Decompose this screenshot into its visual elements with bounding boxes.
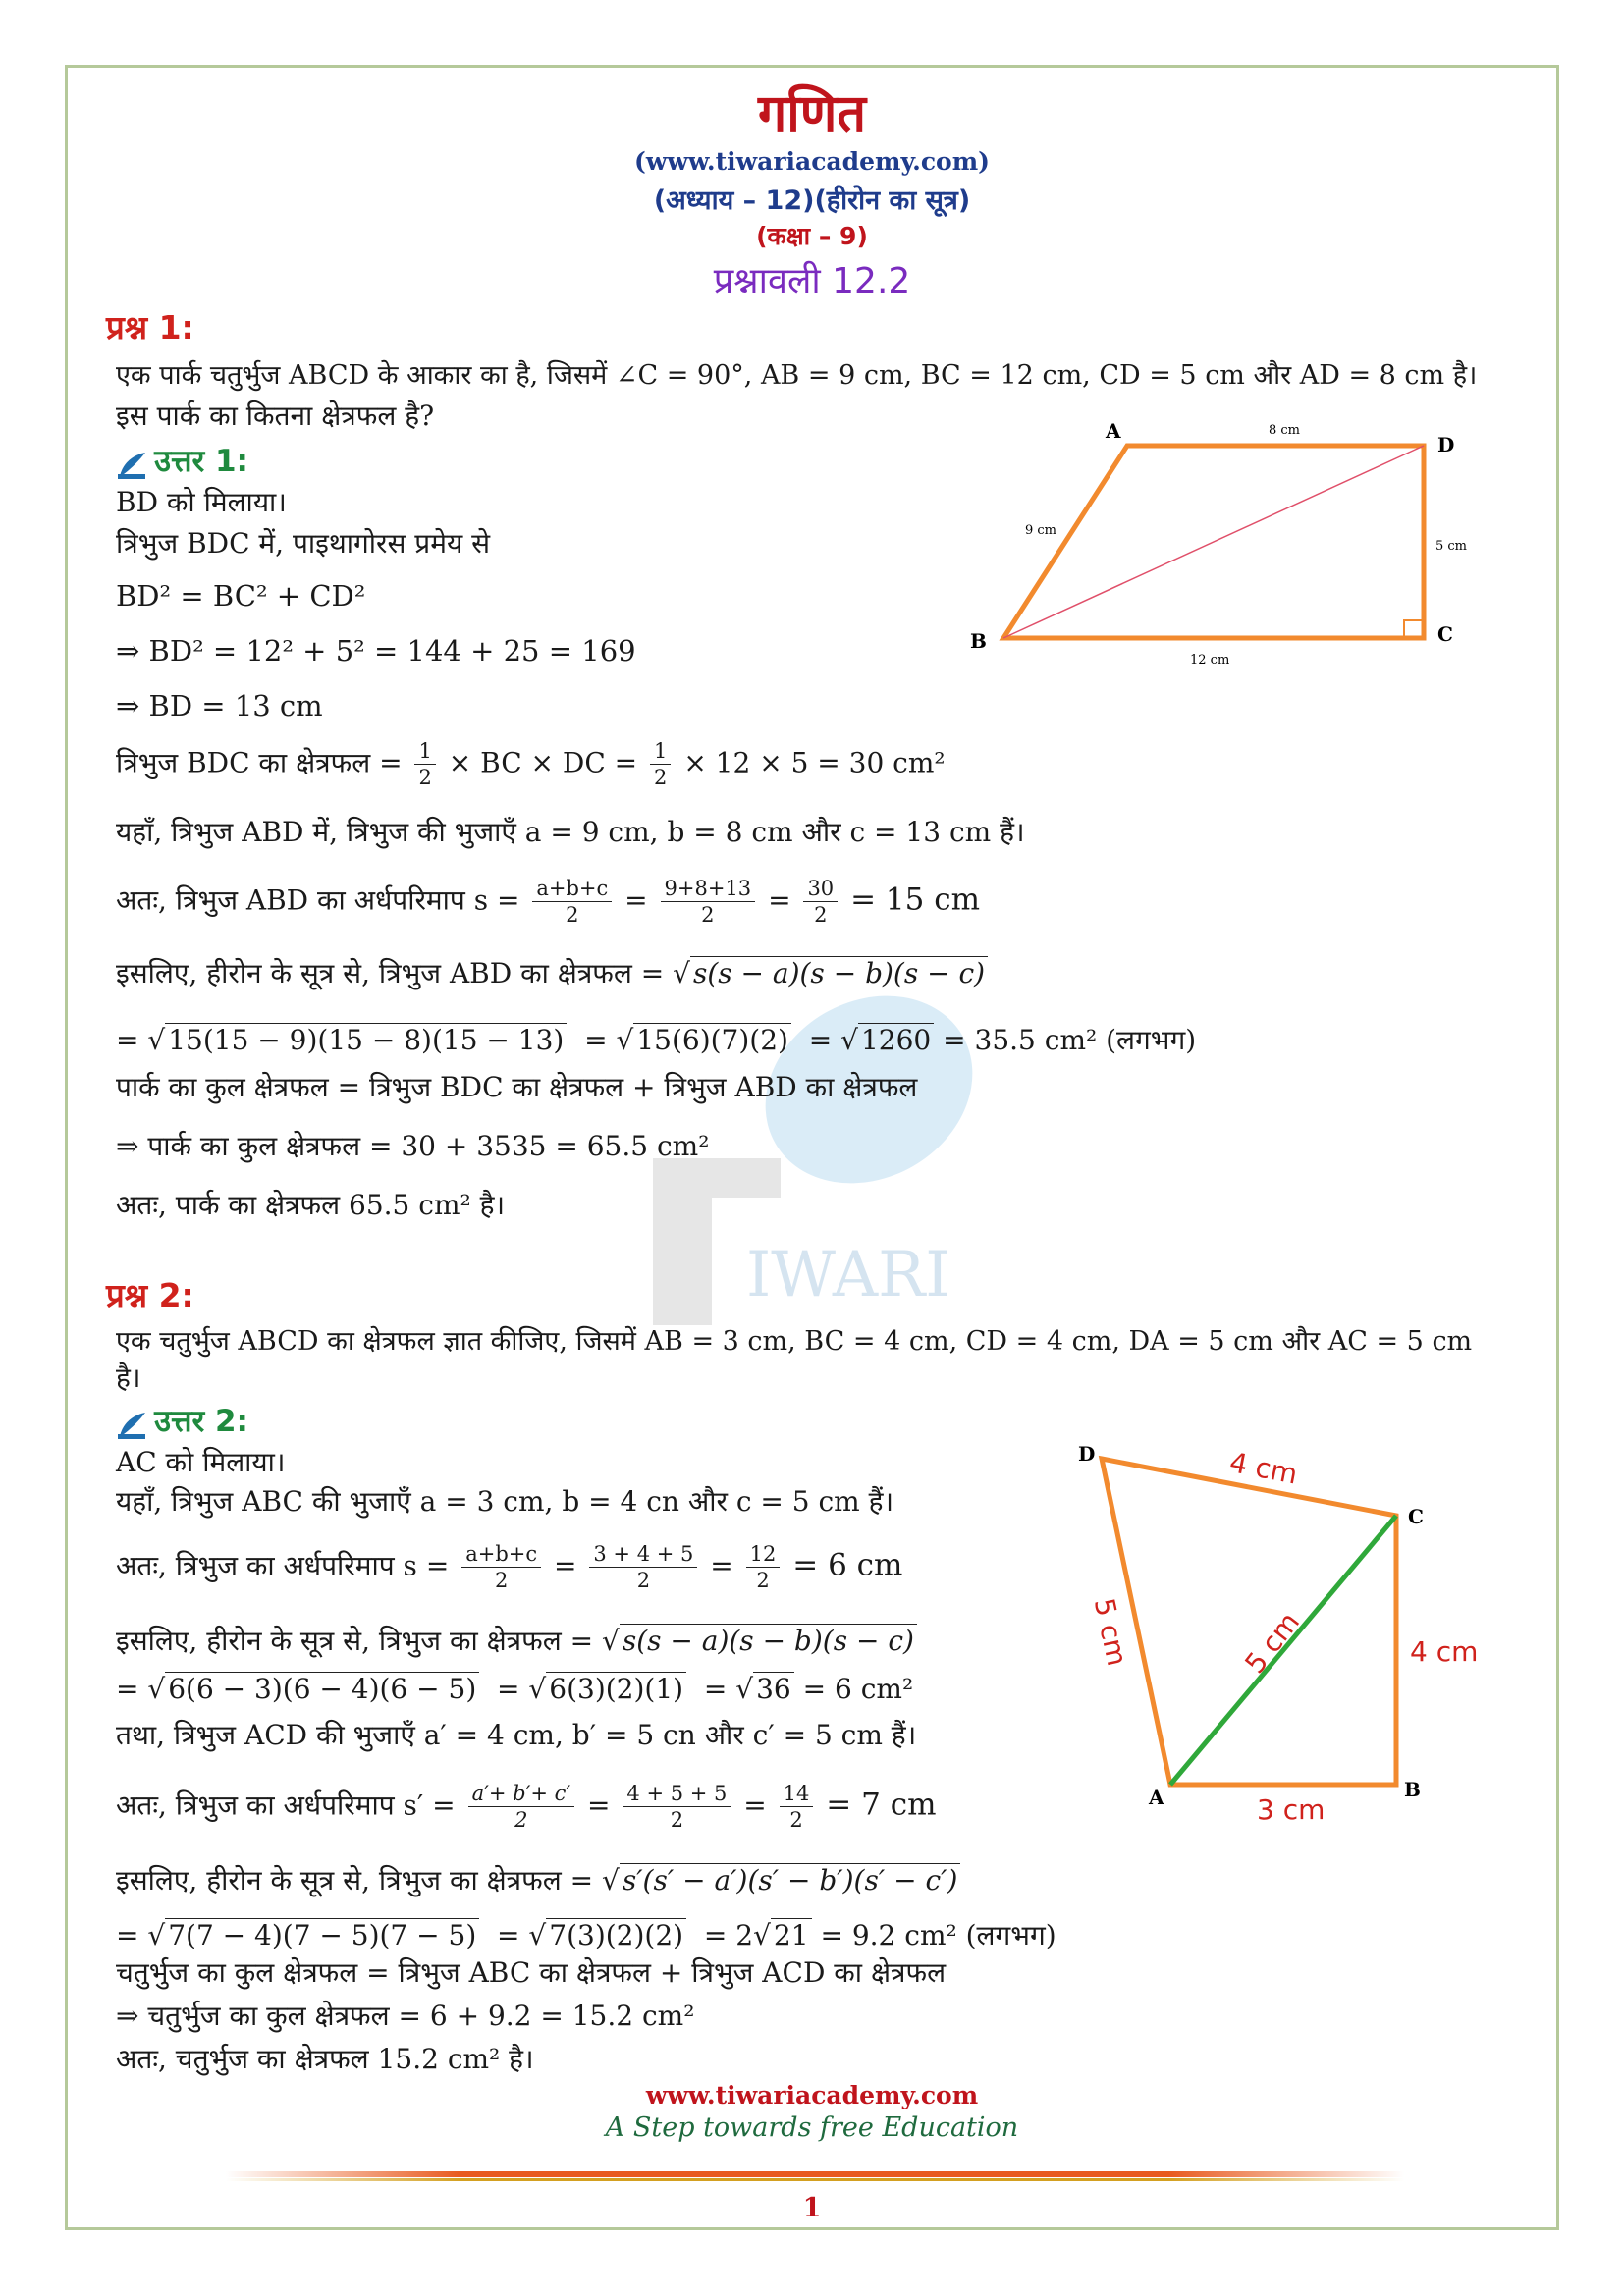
a1-l6-post: × 12 × 5 = 30 cm² (683, 746, 946, 779)
a2-line-8 (116, 1861, 960, 1898)
figure-2-quadrilateral (1060, 1433, 1512, 1836)
figure-1-trapezium (962, 412, 1473, 667)
header-website: (www.tiwariacademy.com) (633, 147, 990, 176)
radicand: 6(6 − 3)(6 − 4)(6 − 5) (165, 1672, 479, 1705)
a2-l4-pre: इसलिए, हीरोन के सूत्र से, त्रिभुज का क्षेत्रफल = (116, 1625, 594, 1657)
frac-num: a+b+c (461, 1541, 541, 1568)
radicand: 6(3)(2)(1) (546, 1672, 686, 1705)
answer-2-heading-row (116, 1400, 248, 1444)
fraction (803, 876, 838, 929)
a1-line-13: अतः, पार्क का क्षेत्रफल 65.5 cm² है। (116, 1189, 506, 1221)
pen-icon (116, 1411, 149, 1444)
a1-line-7: यहाँ, त्रिभुज ABD में, त्रिभुज की भुजाएँ a = 9 cm, b = 8 cm और c = 13 cm हैं। (116, 816, 1025, 848)
radicand: 36 (753, 1672, 794, 1705)
a1-l9-pre: इसलिए, हीरोन के सूत्र से, त्रिभुज ABD का क्षेत्रफल = (116, 957, 665, 989)
vertex-a: A (1149, 1786, 1164, 1809)
frac-num: a′+ b′+ c′ (468, 1781, 575, 1807)
fraction (468, 1781, 575, 1834)
sqrt-icon: √ (528, 1673, 547, 1705)
vertex-b: B (970, 629, 987, 653)
radicand: 21 (771, 1918, 812, 1951)
fraction (589, 1541, 697, 1594)
frac-num: 9+8+13 (661, 876, 756, 902)
a2-line-9: = √ 7(7 − 4)(7 − 5)(7 − 5) = √ 7(3)(2)(2) = 2√ 21 = 9.2 cm² (लगभग) (116, 1919, 1056, 1951)
a1-l6-pre: त्रिभुज BDC का क्षेत्रफल = (116, 746, 403, 779)
sqrt-icon: √ (673, 957, 690, 989)
sqrt-icon: √ (601, 1625, 620, 1657)
right-angle-mark (1404, 620, 1424, 638)
class-label: (कक्षा – 9) (756, 222, 868, 250)
a1-line-3: BD² = BC² + CD² (116, 579, 366, 613)
frac-num: 14 (780, 1781, 814, 1807)
a1-line-1: BD को मिलाया। (116, 486, 287, 518)
question-2-heading: प्रश्न 2: (106, 1276, 194, 1314)
a1-line-11: पार्क का कुल क्षेत्रफल = त्रिभुज BDC का क्षेत्रफल + त्रिभुज ABD का क्षेत्रफल (116, 1071, 918, 1103)
vertex-c: C (1408, 1505, 1424, 1528)
a1-line-5: ⇒ BD = 13 cm (116, 689, 323, 722)
a1-line-2: त्रिभुज BDC में, पाइथागोरस प्रमेय से (116, 527, 491, 560)
question-1-text: एक पार्क चतुर्भुज ABCD के आकार का है, जिसमें ∠C = 90°, AB = 9 cm, BC = 12 cm, CD = 5 cm और AD = 8 cm है। (116, 360, 1478, 391)
frac-den: 2 (814, 903, 828, 928)
radicand: s(s − a)(s − b)(s − c) (620, 1624, 917, 1657)
sqrt-icon: √ (147, 1024, 166, 1056)
frac-den: 2 (756, 1569, 770, 1593)
vertex-d: D (1078, 1442, 1096, 1466)
label-ac: 5 cm (1238, 1605, 1307, 1680)
a2-l7-pre: अतः, त्रिभुज का अर्धपरिमाप s′ = (116, 1789, 456, 1822)
question-1-text-2: इस पार्क का कितना क्षेत्रफल है? (116, 400, 435, 432)
footer-divider-2 (226, 2178, 1404, 2181)
frac-den: 2 (789, 1808, 803, 1833)
vertex-b: B (1404, 1778, 1421, 1801)
footer-tagline: A Step towards free Education (605, 2112, 1019, 2143)
label-da: 5 cm (1087, 1595, 1134, 1669)
fraction (461, 1541, 541, 1594)
a1-l10-post: = 35.5 cm² (लगभग) (943, 1024, 1197, 1056)
sqrt-icon: √ (528, 1919, 547, 1951)
page-title: गणित (758, 84, 866, 143)
frac-num: a+b+c (532, 876, 612, 902)
footer-divider (226, 2171, 1404, 2177)
answer-1-heading-row (116, 440, 248, 484)
vertex-d: D (1437, 433, 1455, 456)
a2-line-1: AC को मिलाया। (116, 1446, 286, 1478)
frac-num: 12 (746, 1541, 781, 1568)
sqrt-icon: √ (616, 1024, 634, 1056)
a1-line-9 (116, 954, 988, 991)
footer-website[interactable]: www.tiwariacademy.com (645, 2081, 979, 2109)
vertex-c: C (1437, 622, 1453, 646)
radicand: 1260 (858, 1023, 934, 1056)
a2-l8-pre: इसलिए, हीरोन के सूत्र से, त्रिभुज का क्षेत्रफल = (116, 1864, 594, 1896)
a2-line-12: अतः, चतुर्भुज का क्षेत्रफल 15.2 cm² है। (116, 2043, 534, 2075)
chapter-label: (अध्याय – 12)(हीरोन का सूत्र) (653, 186, 971, 216)
fraction (661, 876, 756, 929)
sqrt-icon: √ (147, 1919, 166, 1951)
a2-line-2: यहाँ, त्रिभुज ABC की भुजाएँ a = 3 cm, b = 4 cn और c = 5 cm हैं। (116, 1485, 894, 1518)
frac-den: 2 (636, 1569, 651, 1593)
a2-l7-post: = 7 cm (826, 1787, 937, 1823)
fraction (623, 1781, 731, 1834)
label-cb: 4 cm (1410, 1635, 1479, 1668)
a1-line-10: = √ 15(15 − 9)(15 − 8)(15 − 13) = √ 15(6)(7)(2) = √ 1260 = 35.5 cm² (लगभग) (116, 1024, 1197, 1056)
label-ab: 3 cm (1257, 1793, 1326, 1826)
a1-line-4: ⇒ BD² = 12² + 5² = 144 + 25 = 169 (116, 634, 636, 667)
radicand: s(s − a)(s − b)(s − c) (690, 956, 988, 989)
sqrt-icon: √ (735, 1673, 754, 1705)
fraction (746, 1541, 781, 1594)
frac-den: 2 (670, 1808, 684, 1833)
label-bc: 12 cm (1190, 653, 1230, 667)
answer-1-heading: उत्तर 1: (154, 444, 248, 479)
label-ad: 8 cm (1269, 423, 1301, 438)
radicand: 15(15 − 9)(15 − 8)(15 − 13) (165, 1023, 567, 1056)
radicand: 15(6)(7)(2) (633, 1023, 791, 1056)
a1-l8-post: = 15 cm (850, 881, 980, 918)
exercise-label: प्रश्नावली 12.2 (713, 261, 911, 301)
sqrt-icon: √ (753, 1919, 771, 1951)
figure-2-outline (1102, 1459, 1396, 1785)
fraction (532, 876, 612, 929)
a2-line-6: तथा, त्रिभुज ACD की भुजाएँ a′ = 4 cm, b′ = 5 cn और c′ = 5 cm हैं। (116, 1719, 917, 1751)
frac-den: 2 (701, 903, 715, 928)
a2-l9-post: = 9.2 cm² (लगभग) (820, 1919, 1056, 1951)
frac-num: 1 (650, 738, 671, 765)
sqrt-icon: √ (840, 1024, 858, 1056)
vertex-a: A (1106, 419, 1121, 443)
a2-line-7: अतः, त्रिभुज का अर्धपरिमाप s′ = $\frac{a'+ b'+ c'}{2}$ = $\frac{4 + 5 + 5}{2}$ = $\frac{14}{2}$ = 7 cm (116, 1782, 937, 1833)
a2-l3-pre: अतः, त्रिभुज का अर्धपरिमाप s = (116, 1549, 450, 1582)
sqrt-icon: √ (601, 1864, 620, 1896)
frac-den: 2 (566, 903, 579, 928)
a2-line-5: = √ 6(6 − 3)(6 − 4)(6 − 5) = √ 6(3)(2)(1) = √ 36 = 6 cm² (116, 1673, 914, 1705)
frac-den: 2 (654, 766, 668, 790)
label-ab: 9 cm (1025, 523, 1057, 538)
frac-den: 2 (514, 1808, 528, 1833)
sqrt-icon: √ (147, 1673, 166, 1705)
frac-num: 1 (414, 738, 435, 765)
frac-num: 30 (803, 876, 838, 902)
a1-l8-pre: अतः, त्रिभुज ABD का अर्धपरिमाप s = (116, 883, 520, 917)
a2-line-3: अतः, त्रिभुज का अर्धपरिमाप s = $\frac{a+b+c}{2}$ = $\frac{3 + 4 + 5}{2}$ = $\frac{12}{2}$ = 6 cm (116, 1542, 903, 1593)
frac-num: 3 + 4 + 5 (589, 1541, 697, 1568)
question-1-heading: प्रश्न 1: (106, 308, 194, 347)
a2-line-4 (116, 1622, 917, 1659)
a1-line-12: ⇒ पार्क का कुल क्षेत्रफल = 30 + 3535 = 65.5 cm² (116, 1130, 710, 1162)
frac-den: 2 (494, 1569, 509, 1593)
frac-den: 2 (418, 766, 432, 790)
page-number: 1 (802, 2193, 822, 2223)
radicand: s′(s′ − a′)(s′ − b′)(s′ − c′) (620, 1863, 961, 1896)
a1-l6-mid: × BC × DC = (448, 746, 638, 779)
a2-l9-mid: = 2 (703, 1919, 754, 1951)
pen-icon (116, 451, 149, 484)
label-cd: 5 cm (1435, 539, 1468, 554)
watermark-text: IWARI (746, 1239, 950, 1311)
fraction-half (414, 738, 435, 791)
fraction-half (650, 738, 671, 791)
question-2-text-2: है। (116, 1362, 141, 1394)
radicand: 7(7 − 4)(7 − 5)(7 − 5) (165, 1918, 479, 1951)
label-dc: 4 cm (1226, 1445, 1301, 1491)
answer-2-heading: उत्तर 2: (154, 1404, 248, 1439)
a2-l3-post: = 6 cm (792, 1547, 903, 1583)
frac-num: 4 + 5 + 5 (623, 1781, 731, 1807)
a2-line-11: ⇒ चतुर्भुज का कुल क्षेत्रफल = 6 + 9.2 = 15.2 cm² (116, 2000, 695, 2032)
question-2-text: एक चतुर्भुज ABCD का क्षेत्रफल ज्ञात कीजिए, जिसमें AB = 3 cm, BC = 4 cm, CD = 4 cm, DA = 5 cm और AC = 5 cm (116, 1326, 1473, 1357)
a1-line-6 (116, 738, 946, 791)
a2-l5-post: = 6 cm² (802, 1673, 914, 1705)
radicand: 7(3)(2)(2) (546, 1918, 686, 1951)
a2-line-10: चतुर्भुज का कुल क्षेत्रफल = त्रिभुज ABC का क्षेत्रफल + त्रिभुज ACD का क्षेत्रफल (116, 1956, 947, 1989)
fraction (780, 1781, 814, 1834)
a1-line-8: अतः, त्रिभुज ABD का अर्धपरिमाप s = $\frac{a+b+c}{2}$ = $\frac{9+8+13}{2}$ = $\frac{30}{2}$ = 15 cm (116, 877, 980, 928)
